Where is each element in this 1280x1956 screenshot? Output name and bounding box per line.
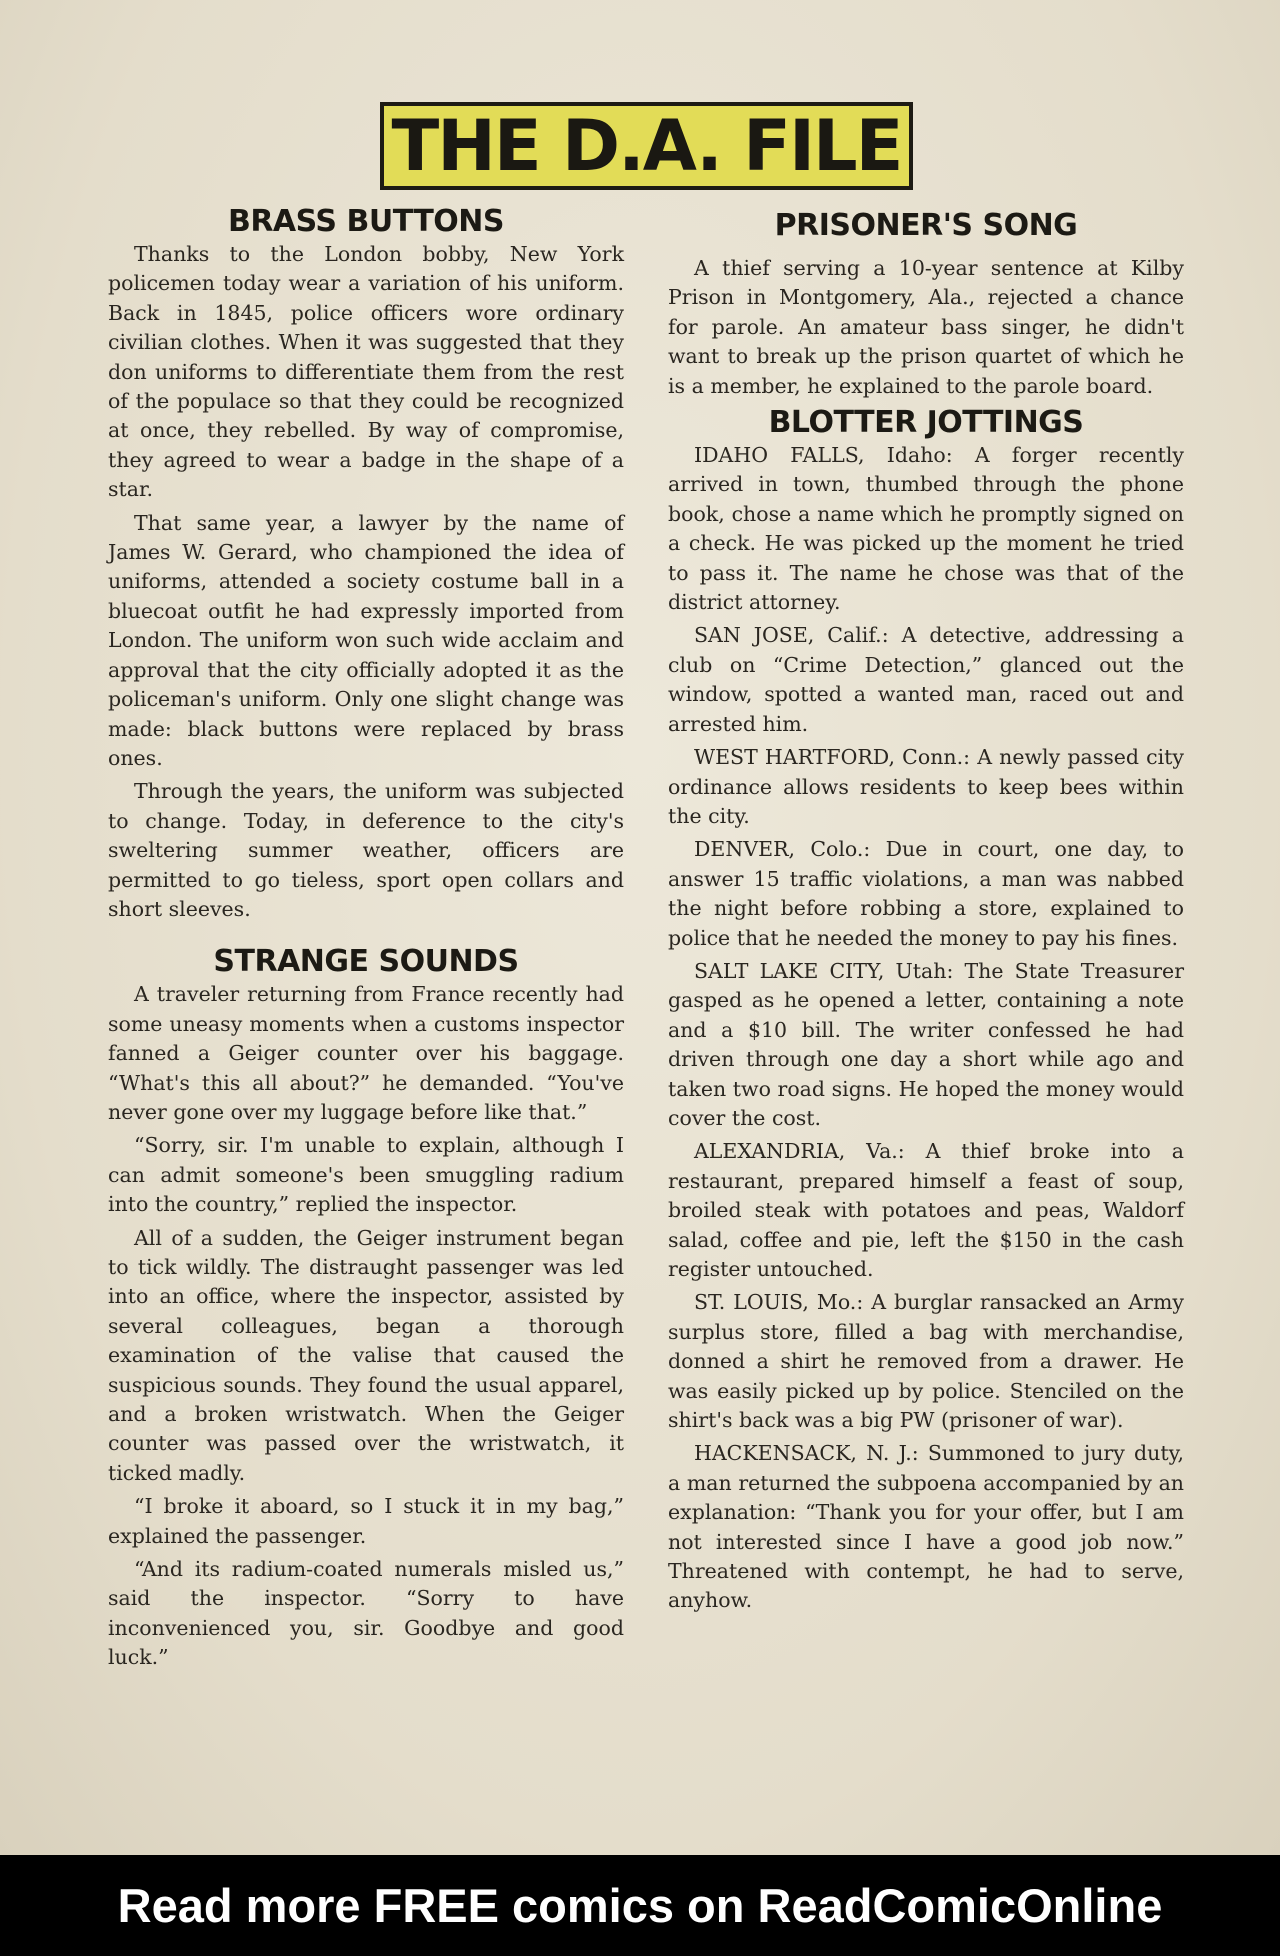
paragraph: That same year, a lawyer by the name of James W. Gerard, who championed the idea of uniforms, attended a society costume ball in a bluecoat outfit he had expressly imported from London. The uniform won such wide acclaim and approval that the city officially adopted it as the policeman's uniform. Only one slight change was made: black buttons were replaced by brass ones.	[108, 510, 624, 770]
paragraph: Thanks to the London bobby, New York policemen today wear a variation of his uniform. Back in 1845, police officers wore ordinary civilian clothes. When it was suggested that they don uniforms to differentiate them from the rest of the populace so that they could be recognized at once, they rebelled. By way of compromise, they agreed to wear a badge in the shape of a star.	[108, 242, 624, 502]
paragraph: “Sorry, sir. I'm unable to explain, although I can admit someone's been smuggling radium into the country,” replied the inspector.	[108, 1133, 624, 1217]
paragraph: Through the years, the uniform was subjected to change. Today, in deference to the city's sweltering summer weather, officers are permitted to go tieless, sport open collars and short sleeves.	[108, 779, 624, 921]
paragraph: A traveler returning from France recently had some uneasy moments when a customs inspector fanned a Geiger counter over his baggage. “What's this all about?” he demanded. “You've never gone over my luggage before like that.”	[108, 982, 624, 1124]
paragraph: All of a sudden, the Geiger instrument began to tick wildly. The distraught passenger was led into an office, where the inspector, assisted by several colleagues, began a thorough examination of the valise that caused the suspicious sounds. They found the usual apparel, and a broken wristwatch. When the Geiger counter was passed over the wristwatch, it ticked madly.	[108, 1225, 624, 1485]
footer-link-text[interactable]: Read more FREE comics on ReadComicOnline	[117, 1879, 1163, 1932]
paragraph: WEST HARTFORD, Conn.: A newly passed city ordinance allows residents to keep bees within the city.	[668, 745, 1184, 828]
paragraph: DENVER, Colo.: Due in court, one day, to answer 15 traffic violations, a man was nabbed the night before robbing a store, explained to police that he needed the money to pay his fines.	[668, 837, 1184, 950]
paragraph: A thief serving a 10-year sentence at Kilby Prison in Montgomery, Ala., rejected a chance for parole. An amateur bass singer, he didn't want to break up the prison quartet of which he is a member, he explained to the parole board.	[668, 256, 1184, 398]
page-title: THE D.A. FILE	[391, 105, 902, 187]
paragraph: ALEXANDRIA, Va.: A thief broke into a restaurant, prepared himself a feast of soup, broiled steak with potatoes and peas, Waldorf salad, coffee and pie, left the $150 in the cash register untouched.	[668, 1139, 1184, 1281]
paragraph: HACKENSACK, N. J.: Summoned to jury duty, a man returned the subpoena accompanied by an explanation: “Thank you for your offer, but I am not interested since I have a good job now.” Threatened with contempt, he had to serve, anyhow.	[668, 1441, 1184, 1613]
heading-strange-sounds: STRANGE SOUNDS	[213, 944, 519, 980]
paragraph: SAN JOSE, Calif.: A detective, addressing a club on “Crime Detection,” glanced out the window, spotted a wanted man, raced out and arrested him.	[668, 623, 1184, 736]
paragraph: ST. LOUIS, Mo.: A burglar ransacked an Army surplus store, filled a bag with merchandise, donned a shirt he removed from a drawer. He was easily picked up by police. Stenciled on the shirt's back was a big PW (prisoner of war).	[668, 1290, 1184, 1433]
heading-brass-buttons: BRASS BUTTONS	[227, 204, 505, 239]
paragraph: “And its radium-coated numerals misled us,” said the inspector. “Sorry to have inconvenienced you, sir. Goodbye and good luck.”	[108, 1557, 624, 1670]
paragraph: IDAHO FALLS, Idaho: A forger recently arrived in town, thumbed through the phone book, chose a name which he promptly signed on a check. He was picked up the moment he tried to pass it. The name he chose was that of the district attorney.	[668, 443, 1184, 615]
left-column	[108, 204, 624, 1677]
paragraph: “I broke it aboard, so I stuck it in my bag,” explained the passenger.	[108, 1494, 624, 1548]
footer-banner[interactable]	[0, 1855, 1280, 1956]
right-column	[668, 208, 1184, 1620]
heading-prisoners-song: PRISONER'S SONG	[774, 208, 1078, 243]
title-banner	[380, 102, 913, 190]
heading-blotter-jottings: BLOTTER JOTTINGS	[768, 405, 1084, 441]
paragraph: SALT LAKE CITY, Utah: The State Treasurer gasped as he opened a letter, containing a note and a $10 bill. The writer confessed he had driven through one day a short while ago and taken two road signs. He hoped the money would cover the cost.	[668, 958, 1184, 1130]
